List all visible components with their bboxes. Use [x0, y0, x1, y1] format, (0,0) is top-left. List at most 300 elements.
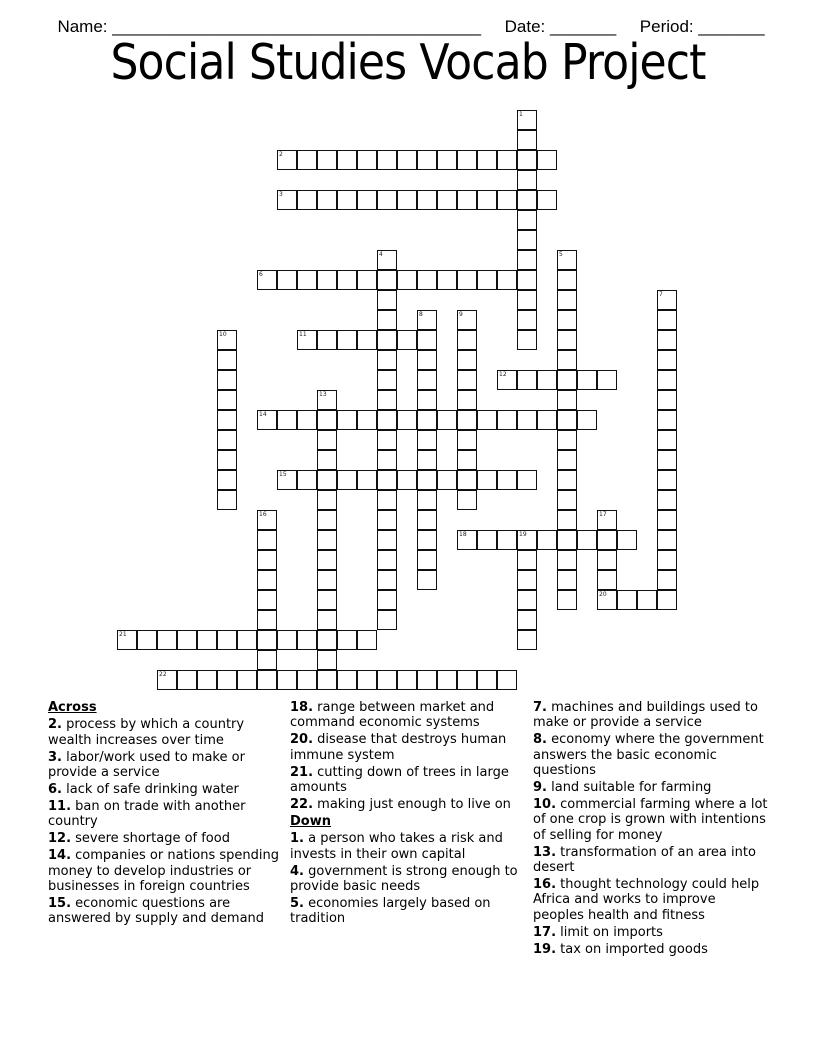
- cell-input[interactable]: [558, 311, 576, 329]
- cell-input[interactable]: [458, 351, 476, 369]
- cell-input[interactable]: [318, 331, 336, 349]
- cell-input[interactable]: [318, 511, 336, 529]
- crossword-cell[interactable]: [557, 290, 577, 310]
- crossword-cell[interactable]: [517, 590, 537, 610]
- cell-input[interactable]: [498, 411, 516, 429]
- crossword-cell[interactable]: [597, 550, 617, 570]
- cell-input[interactable]: [318, 531, 336, 549]
- cell-input[interactable]: [458, 471, 476, 489]
- cell-input[interactable]: [378, 411, 396, 429]
- cell-input[interactable]: [538, 371, 556, 389]
- crossword-cell[interactable]: [557, 350, 577, 370]
- crossword-cell[interactable]: [417, 370, 437, 390]
- cell-input[interactable]: [458, 431, 476, 449]
- crossword-cell[interactable]: [317, 550, 337, 570]
- cell-input[interactable]: [558, 331, 576, 349]
- cell-input[interactable]: [378, 191, 396, 209]
- crossword-cell[interactable]: [197, 670, 217, 690]
- cell-input[interactable]: [158, 671, 176, 689]
- cell-input[interactable]: [518, 531, 536, 549]
- cell-input[interactable]: [458, 271, 476, 289]
- crossword-cell[interactable]: [457, 530, 477, 550]
- cell-input[interactable]: [118, 631, 136, 649]
- cell-input[interactable]: [398, 151, 416, 169]
- cell-input[interactable]: [218, 491, 236, 509]
- cell-input[interactable]: [338, 151, 356, 169]
- crossword-cell[interactable]: [517, 370, 537, 390]
- cell-input[interactable]: [378, 451, 396, 469]
- crossword-cell[interactable]: [417, 510, 437, 530]
- crossword-cell[interactable]: [237, 670, 257, 690]
- crossword-cell[interactable]: [317, 450, 337, 470]
- crossword-cell[interactable]: [517, 150, 537, 170]
- cell-input[interactable]: [598, 511, 616, 529]
- cell-input[interactable]: [558, 411, 576, 429]
- crossword-cell[interactable]: [177, 670, 197, 690]
- cell-input[interactable]: [318, 451, 336, 469]
- cell-input[interactable]: [318, 651, 336, 669]
- cell-input[interactable]: [418, 471, 436, 489]
- crossword-cell[interactable]: [657, 390, 677, 410]
- cell-input[interactable]: [598, 551, 616, 569]
- crossword-cell[interactable]: [257, 630, 277, 650]
- crossword-cell[interactable]: [217, 450, 237, 470]
- cell-input[interactable]: [518, 611, 536, 629]
- cell-input[interactable]: [418, 391, 436, 409]
- cell-input[interactable]: [318, 431, 336, 449]
- crossword-cell[interactable]: [377, 450, 397, 470]
- crossword-cell[interactable]: [657, 290, 677, 310]
- crossword-cell[interactable]: [337, 410, 357, 430]
- cell-input[interactable]: [618, 591, 636, 609]
- cell-input[interactable]: [518, 591, 536, 609]
- crossword-cell[interactable]: [457, 470, 477, 490]
- cell-input[interactable]: [418, 671, 436, 689]
- crossword-cell[interactable]: [397, 330, 417, 350]
- cell-input[interactable]: [658, 291, 676, 309]
- crossword-cell[interactable]: [437, 470, 457, 490]
- cell-input[interactable]: [538, 411, 556, 429]
- cell-input[interactable]: [298, 331, 316, 349]
- crossword-cell[interactable]: [357, 630, 377, 650]
- crossword-cell[interactable]: [417, 330, 437, 350]
- crossword-cell[interactable]: [337, 150, 357, 170]
- crossword-cell[interactable]: [517, 470, 537, 490]
- crossword-cell[interactable]: [577, 530, 597, 550]
- crossword-cell[interactable]: [377, 430, 397, 450]
- crossword-cell[interactable]: [657, 550, 677, 570]
- crossword-cell[interactable]: [557, 270, 577, 290]
- crossword-cell[interactable]: [657, 430, 677, 450]
- crossword-cell[interactable]: [457, 390, 477, 410]
- crossword-cell[interactable]: [537, 370, 557, 390]
- cell-input[interactable]: [318, 271, 336, 289]
- cell-input[interactable]: [518, 231, 536, 249]
- cell-input[interactable]: [498, 531, 516, 549]
- cell-input[interactable]: [618, 531, 636, 549]
- crossword-cell[interactable]: [657, 570, 677, 590]
- cell-input[interactable]: [538, 151, 556, 169]
- cell-input[interactable]: [418, 511, 436, 529]
- cell-input[interactable]: [138, 631, 156, 649]
- crossword-cell[interactable]: [277, 630, 297, 650]
- cell-input[interactable]: [558, 591, 576, 609]
- cell-input[interactable]: [278, 671, 296, 689]
- cell-input[interactable]: [438, 671, 456, 689]
- cell-input[interactable]: [558, 451, 576, 469]
- crossword-cell[interactable]: [117, 630, 137, 650]
- crossword-cell[interactable]: [497, 670, 517, 690]
- cell-input[interactable]: [658, 551, 676, 569]
- crossword-cell[interactable]: [557, 370, 577, 390]
- cell-input[interactable]: [658, 591, 676, 609]
- crossword-cell[interactable]: [317, 670, 337, 690]
- cell-input[interactable]: [298, 191, 316, 209]
- cell-input[interactable]: [418, 371, 436, 389]
- cell-input[interactable]: [258, 511, 276, 529]
- cell-input[interactable]: [258, 271, 276, 289]
- cell-input[interactable]: [438, 191, 456, 209]
- cell-input[interactable]: [558, 291, 576, 309]
- crossword-cell[interactable]: [637, 590, 657, 610]
- crossword-cell[interactable]: [317, 530, 337, 550]
- crossword-cell[interactable]: [557, 550, 577, 570]
- crossword-cell[interactable]: [417, 530, 437, 550]
- cell-input[interactable]: [518, 211, 536, 229]
- crossword-cell[interactable]: [497, 370, 517, 390]
- cell-input[interactable]: [518, 131, 536, 149]
- crossword-cell[interactable]: [377, 150, 397, 170]
- crossword-cell[interactable]: [657, 510, 677, 530]
- crossword-cell[interactable]: [377, 290, 397, 310]
- crossword-cell[interactable]: [217, 390, 237, 410]
- crossword-cell[interactable]: [417, 450, 437, 470]
- crossword-cell[interactable]: [417, 470, 437, 490]
- crossword-cell[interactable]: [517, 210, 537, 230]
- crossword-cell[interactable]: [517, 610, 537, 630]
- crossword-cell[interactable]: [377, 550, 397, 570]
- cell-input[interactable]: [418, 551, 436, 569]
- crossword-cell[interactable]: [317, 630, 337, 650]
- crossword-cell[interactable]: [417, 270, 437, 290]
- crossword-cell[interactable]: [517, 270, 537, 290]
- crossword-cell[interactable]: [497, 150, 517, 170]
- crossword-cell[interactable]: [537, 530, 557, 550]
- cell-input[interactable]: [318, 551, 336, 569]
- crossword-cell[interactable]: [457, 350, 477, 370]
- crossword-cell[interactable]: [317, 270, 337, 290]
- cell-input[interactable]: [418, 451, 436, 469]
- crossword-cell[interactable]: [417, 550, 437, 570]
- crossword-cell[interactable]: [277, 150, 297, 170]
- crossword-cell[interactable]: [517, 410, 537, 430]
- crossword-cell[interactable]: [297, 410, 317, 430]
- crossword-cell[interactable]: [357, 150, 377, 170]
- cell-input[interactable]: [398, 191, 416, 209]
- cell-input[interactable]: [458, 411, 476, 429]
- cell-input[interactable]: [658, 471, 676, 489]
- cell-input[interactable]: [658, 491, 676, 509]
- cell-input[interactable]: [458, 311, 476, 329]
- crossword-cell[interactable]: [377, 390, 397, 410]
- cell-input[interactable]: [658, 571, 676, 589]
- cell-input[interactable]: [658, 311, 676, 329]
- crossword-cell[interactable]: [477, 150, 497, 170]
- crossword-cell[interactable]: [497, 270, 517, 290]
- crossword-cell[interactable]: [397, 670, 417, 690]
- crossword-cell[interactable]: [277, 190, 297, 210]
- crossword-cell[interactable]: [497, 530, 517, 550]
- cell-input[interactable]: [558, 571, 576, 589]
- crossword-cell[interactable]: [417, 490, 437, 510]
- cell-input[interactable]: [418, 491, 436, 509]
- cell-input[interactable]: [218, 411, 236, 429]
- cell-input[interactable]: [378, 671, 396, 689]
- crossword-cell[interactable]: [257, 510, 277, 530]
- cell-input[interactable]: [558, 271, 576, 289]
- cell-input[interactable]: [358, 331, 376, 349]
- cell-input[interactable]: [438, 411, 456, 429]
- cell-input[interactable]: [258, 531, 276, 549]
- crossword-cell[interactable]: [457, 330, 477, 350]
- crossword-cell[interactable]: [457, 490, 477, 510]
- cell-input[interactable]: [418, 151, 436, 169]
- crossword-cell[interactable]: [317, 490, 337, 510]
- crossword-cell[interactable]: [597, 590, 617, 610]
- crossword-cell[interactable]: [197, 630, 217, 650]
- cell-input[interactable]: [278, 151, 296, 169]
- crossword-cell[interactable]: [297, 330, 317, 350]
- cell-input[interactable]: [278, 191, 296, 209]
- crossword-cell[interactable]: [217, 670, 237, 690]
- crossword-cell[interactable]: [417, 410, 437, 430]
- cell-input[interactable]: [238, 631, 256, 649]
- period-blank[interactable]: _______: [693, 17, 765, 36]
- cell-input[interactable]: [638, 591, 656, 609]
- crossword-cell[interactable]: [477, 270, 497, 290]
- crossword-cell[interactable]: [317, 330, 337, 350]
- cell-input[interactable]: [378, 251, 396, 269]
- crossword-cell[interactable]: [317, 390, 337, 410]
- date-blank[interactable]: _______: [545, 17, 617, 36]
- cell-input[interactable]: [378, 551, 396, 569]
- crossword-cell[interactable]: [277, 410, 297, 430]
- crossword-cell[interactable]: [317, 150, 337, 170]
- crossword-cell[interactable]: [257, 650, 277, 670]
- crossword-cell[interactable]: [337, 190, 357, 210]
- cell-input[interactable]: [478, 271, 496, 289]
- crossword-cell[interactable]: [557, 410, 577, 430]
- cell-input[interactable]: [378, 471, 396, 489]
- crossword-cell[interactable]: [657, 350, 677, 370]
- cell-input[interactable]: [598, 531, 616, 549]
- crossword-cell[interactable]: [357, 190, 377, 210]
- crossword-cell[interactable]: [417, 350, 437, 370]
- cell-input[interactable]: [158, 631, 176, 649]
- crossword-cell[interactable]: [477, 410, 497, 430]
- crossword-cell[interactable]: [277, 270, 297, 290]
- cell-input[interactable]: [318, 671, 336, 689]
- name-blank[interactable]: _______________________________________: [107, 17, 481, 36]
- cell-input[interactable]: [458, 371, 476, 389]
- crossword-cell[interactable]: [517, 550, 537, 570]
- crossword-cell[interactable]: [557, 470, 577, 490]
- cell-input[interactable]: [458, 491, 476, 509]
- crossword-cell[interactable]: [397, 270, 417, 290]
- cell-input[interactable]: [458, 671, 476, 689]
- cell-input[interactable]: [518, 111, 536, 129]
- cell-input[interactable]: [298, 631, 316, 649]
- crossword-cell[interactable]: [377, 370, 397, 390]
- cell-input[interactable]: [318, 391, 336, 409]
- cell-input[interactable]: [278, 411, 296, 429]
- crossword-cell[interactable]: [277, 670, 297, 690]
- crossword-cell[interactable]: [317, 410, 337, 430]
- cell-input[interactable]: [438, 151, 456, 169]
- cell-input[interactable]: [378, 271, 396, 289]
- crossword-cell[interactable]: [517, 190, 537, 210]
- crossword-cell[interactable]: [497, 470, 517, 490]
- cell-input[interactable]: [418, 311, 436, 329]
- cell-input[interactable]: [398, 671, 416, 689]
- cell-input[interactable]: [318, 471, 336, 489]
- crossword-cell[interactable]: [217, 430, 237, 450]
- crossword-cell[interactable]: [257, 410, 277, 430]
- crossword-cell[interactable]: [657, 410, 677, 430]
- crossword-cell[interactable]: [317, 510, 337, 530]
- cell-input[interactable]: [318, 411, 336, 429]
- cell-input[interactable]: [658, 451, 676, 469]
- cell-input[interactable]: [558, 371, 576, 389]
- cell-input[interactable]: [658, 371, 676, 389]
- crossword-cell[interactable]: [297, 470, 317, 490]
- crossword-cell[interactable]: [357, 670, 377, 690]
- crossword-cell[interactable]: [377, 250, 397, 270]
- cell-input[interactable]: [378, 511, 396, 529]
- crossword-cell[interactable]: [237, 630, 257, 650]
- crossword-cell[interactable]: [217, 490, 237, 510]
- crossword-cell[interactable]: [477, 470, 497, 490]
- crossword-cell[interactable]: [257, 610, 277, 630]
- cell-input[interactable]: [358, 191, 376, 209]
- crossword-cell[interactable]: [377, 310, 397, 330]
- cell-input[interactable]: [518, 371, 536, 389]
- cell-input[interactable]: [458, 151, 476, 169]
- cell-input[interactable]: [298, 671, 316, 689]
- crossword-cell[interactable]: [217, 470, 237, 490]
- cell-input[interactable]: [458, 331, 476, 349]
- crossword-cell[interactable]: [257, 270, 277, 290]
- crossword-cell[interactable]: [317, 570, 337, 590]
- crossword-cell[interactable]: [457, 410, 477, 430]
- cell-input[interactable]: [278, 631, 296, 649]
- cell-input[interactable]: [518, 291, 536, 309]
- cell-input[interactable]: [418, 351, 436, 369]
- crossword-cell[interactable]: [377, 610, 397, 630]
- crossword-cell[interactable]: [617, 530, 637, 550]
- crossword-cell[interactable]: [257, 550, 277, 570]
- cell-input[interactable]: [518, 151, 536, 169]
- cell-input[interactable]: [558, 251, 576, 269]
- cell-input[interactable]: [338, 191, 356, 209]
- cell-input[interactable]: [378, 331, 396, 349]
- cell-input[interactable]: [558, 351, 576, 369]
- crossword-cell[interactable]: [557, 390, 577, 410]
- cell-input[interactable]: [518, 271, 536, 289]
- crossword-cell[interactable]: [517, 250, 537, 270]
- cell-input[interactable]: [398, 271, 416, 289]
- cell-input[interactable]: [298, 411, 316, 429]
- crossword-cell[interactable]: [337, 270, 357, 290]
- cell-input[interactable]: [438, 471, 456, 489]
- crossword-cell[interactable]: [457, 150, 477, 170]
- cell-input[interactable]: [378, 531, 396, 549]
- crossword-cell[interactable]: [437, 150, 457, 170]
- cell-input[interactable]: [558, 511, 576, 529]
- crossword-cell[interactable]: [557, 490, 577, 510]
- crossword-cell[interactable]: [517, 290, 537, 310]
- cell-input[interactable]: [398, 471, 416, 489]
- cell-input[interactable]: [298, 471, 316, 489]
- crossword-cell[interactable]: [517, 110, 537, 130]
- crossword-cell[interactable]: [437, 270, 457, 290]
- crossword-cell[interactable]: [457, 190, 477, 210]
- cell-input[interactable]: [558, 471, 576, 489]
- crossword-cell[interactable]: [657, 450, 677, 470]
- cell-input[interactable]: [378, 571, 396, 589]
- cell-input[interactable]: [358, 471, 376, 489]
- crossword-cell[interactable]: [517, 310, 537, 330]
- crossword-cell[interactable]: [457, 430, 477, 450]
- cell-input[interactable]: [418, 531, 436, 549]
- crossword-cell[interactable]: [317, 590, 337, 610]
- cell-input[interactable]: [378, 371, 396, 389]
- crossword-cell[interactable]: [517, 330, 537, 350]
- crossword-cell[interactable]: [137, 630, 157, 650]
- crossword-cell[interactable]: [337, 330, 357, 350]
- cell-input[interactable]: [318, 571, 336, 589]
- cell-input[interactable]: [398, 411, 416, 429]
- cell-input[interactable]: [518, 311, 536, 329]
- cell-input[interactable]: [218, 391, 236, 409]
- crossword-cell[interactable]: [377, 590, 397, 610]
- cell-input[interactable]: [338, 671, 356, 689]
- crossword-cell[interactable]: [557, 450, 577, 470]
- crossword-cell[interactable]: [397, 410, 417, 430]
- cell-input[interactable]: [658, 331, 676, 349]
- cell-input[interactable]: [578, 411, 596, 429]
- crossword-cell[interactable]: [417, 310, 437, 330]
- crossword-cell[interactable]: [597, 570, 617, 590]
- crossword-cell[interactable]: [517, 570, 537, 590]
- cell-input[interactable]: [518, 191, 536, 209]
- crossword-cell[interactable]: [317, 470, 337, 490]
- cell-input[interactable]: [398, 331, 416, 349]
- crossword-cell[interactable]: [377, 570, 397, 590]
- cell-input[interactable]: [358, 631, 376, 649]
- crossword-cell[interactable]: [317, 190, 337, 210]
- cell-input[interactable]: [238, 671, 256, 689]
- cell-input[interactable]: [498, 471, 516, 489]
- crossword-cell[interactable]: [657, 530, 677, 550]
- cell-input[interactable]: [418, 331, 436, 349]
- cell-input[interactable]: [478, 191, 496, 209]
- crossword-cell[interactable]: [377, 530, 397, 550]
- crossword-cell[interactable]: [497, 410, 517, 430]
- cell-input[interactable]: [458, 391, 476, 409]
- crossword-cell[interactable]: [417, 570, 437, 590]
- cell-input[interactable]: [658, 431, 676, 449]
